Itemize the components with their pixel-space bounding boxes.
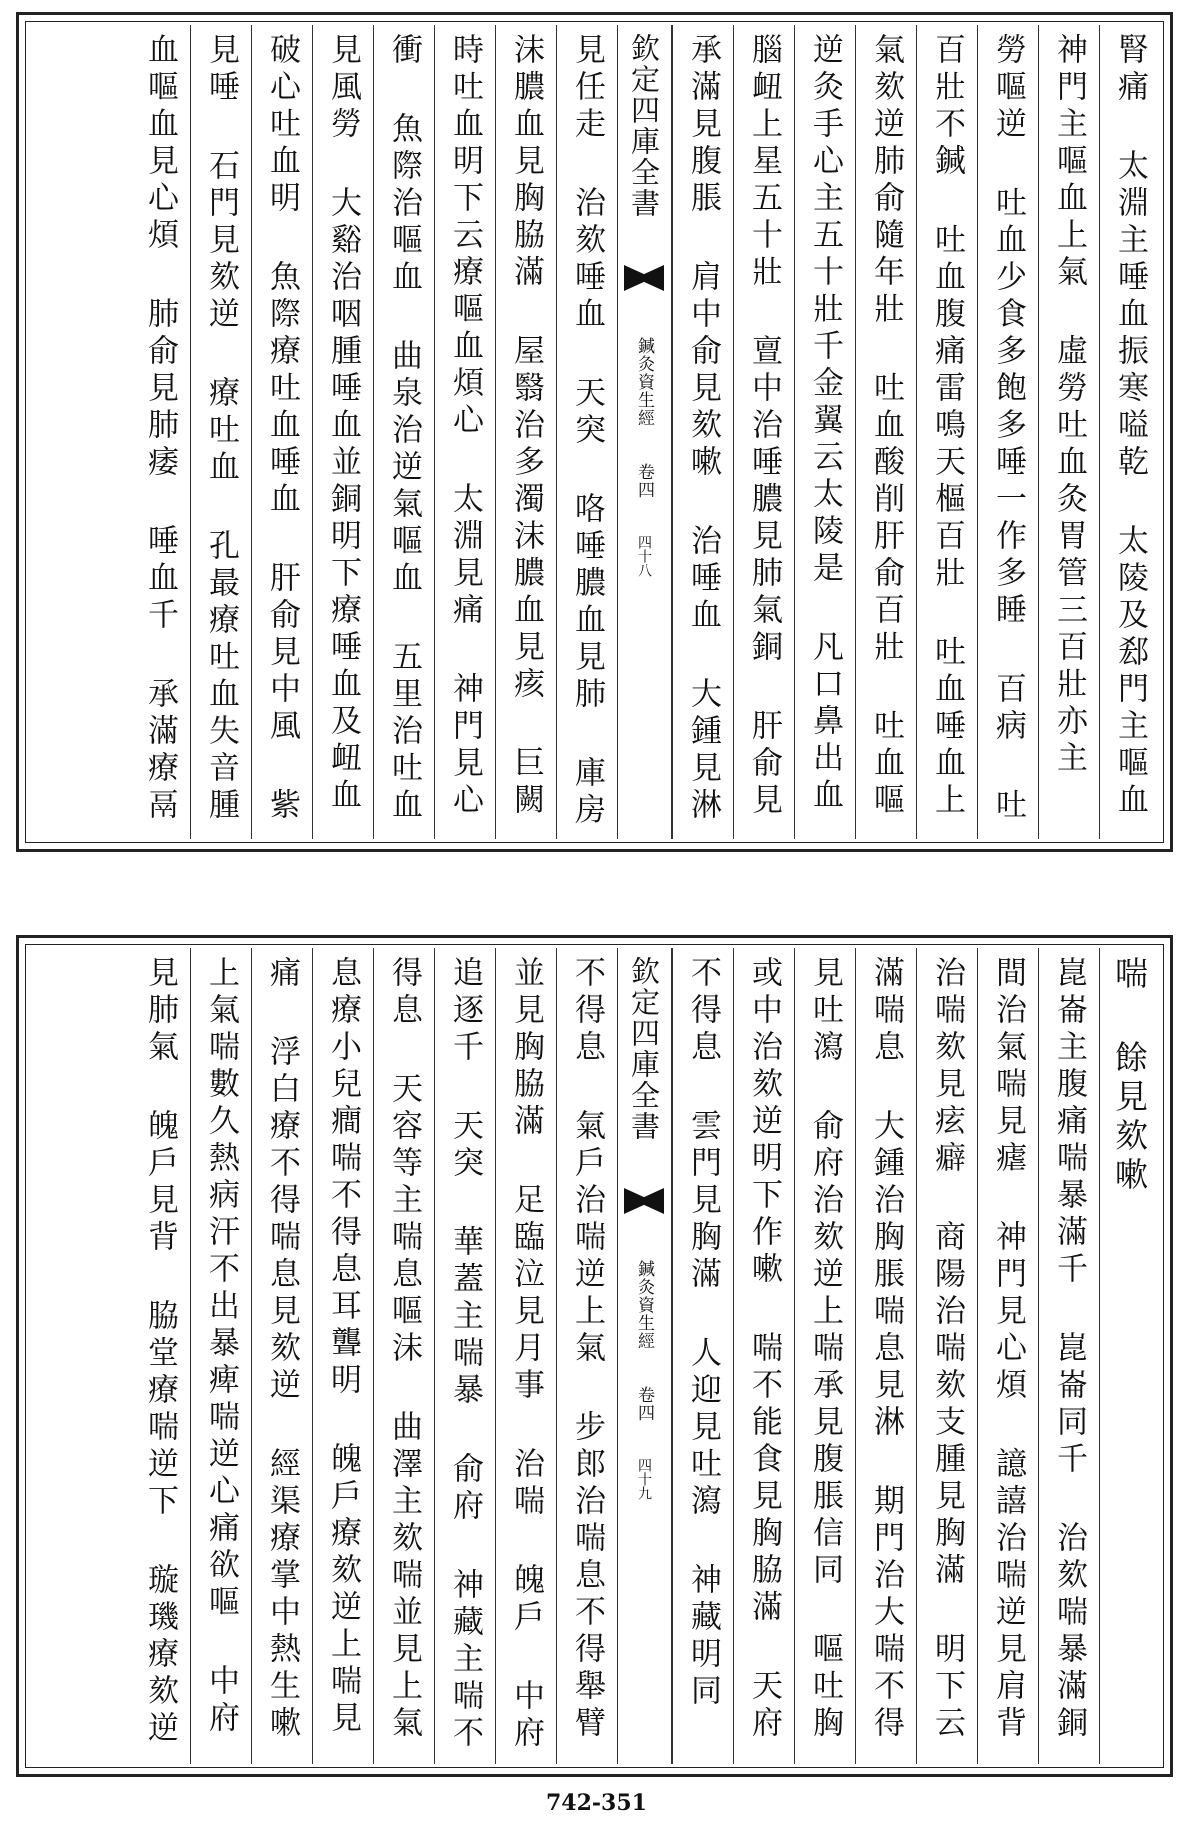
text-column: 時吐血明下云療嘔血煩心 太淵見痛 神門見心 (434, 25, 495, 839)
text-column: 沫膿血見胸脇滿 屋翳治多濁沫膿血見痎 巨闕 (495, 25, 556, 839)
text-column: 衝 魚際治嘔血 曲泉治逆氣嘔血 五里治吐血 (373, 25, 434, 839)
section-heading-column: 喘 餘見欬嗽 (1099, 948, 1160, 1764)
text-column: 並見胸脇滿 足臨泣見月事 治喘 魄戶 中府 (495, 948, 556, 1764)
text-column: 得息 天容等主喘息嘔沫 曲澤主欬喘並見上氣 (373, 948, 434, 1764)
volume-label: 卷四 (634, 463, 654, 499)
text-column: 間治氣喘見瘧 神門見心煩 譩譆治喘逆見肩背 (977, 948, 1038, 1764)
book-title: 鍼灸資生經 (634, 337, 654, 427)
text-column: 見風勞 大谿治咽腫唾血並銅明下療唾血及衄血 (312, 25, 373, 839)
text-column: 滿喘息 大鍾治胸脹喘息見淋 期門治大喘不得 (855, 948, 916, 1764)
text-column: 血嘔血見心煩 肺俞見肺痿 唾血千 承滿療鬲 (142, 33, 178, 825)
text-column: 破心吐血明 魚際療吐血唾血 肝俞見中風 紫 (251, 25, 312, 839)
text-column: 息療小兒癎喘不得息耳聾明 魄戶療欬逆上喘見 (312, 948, 373, 1764)
text-column: 百壯不鍼 吐血腹痛雷鳴天樞百壯 吐血唾血上 (916, 25, 977, 839)
top-page-panel (16, 12, 1173, 852)
text-column: 勞嘔逆 吐血少食多飽多唾一作多睡 百病 吐 (977, 25, 1038, 839)
text-column: 氣欬逆肺俞隨年壯 吐血酸削肝俞百壯 吐血嘔 (855, 25, 916, 839)
text-column: 神門主嘔血上氣 虛勞吐血灸胃管三百壯亦主 (1038, 25, 1099, 839)
text-column: 追逐千 天突 華蓋主喘暴 俞府 神藏主喘不 (434, 948, 495, 1764)
folio-number: 四十九 (636, 1458, 652, 1500)
text-column: 見唾 石門見欬逆 療吐血 孔最療吐血失音腫 (190, 25, 251, 839)
fish-tail-mark-icon (624, 265, 664, 291)
text-column: 或中治欬逆明下作嗽 喘不能食見胸脇滿 天府 (733, 948, 794, 1764)
text-column: 不得息 雲門見胸滿 人迎見吐瀉 神藏明同 (672, 948, 733, 1764)
text-column: 不得息 氣戶治喘逆上氣 步郎治喘息不得舉臂 (556, 948, 617, 1764)
collection-title: 欽定四庫全書 (627, 33, 661, 219)
top-columns (29, 25, 1160, 839)
bottom-page-panel (16, 935, 1173, 1777)
fish-tail-mark-icon (624, 1188, 664, 1214)
text-column: 腎痛 太淵主唾血振寒嗌乾 太陵及郄門主嘔血 (1099, 25, 1160, 839)
folio-number: 四十八 (636, 535, 652, 577)
text-column: 上氣喘數久熱病汗不出暴痺喘逆心痛欲嘔 中府 (190, 948, 251, 1764)
text-column: 逆灸手心主五十壯千金翼云太陵是 凡口鼻出血 (794, 25, 855, 839)
collection-title: 欽定四庫全書 (627, 956, 661, 1142)
text-column: 痛 浮白療不得喘息見欬逆 經渠療掌中熱生嗽 (251, 948, 312, 1764)
center-fold-column (617, 948, 672, 1764)
text-column: 見吐瀉 俞府治欬逆上喘承見腹脹信同 嘔吐胸 (794, 948, 855, 1764)
text-column: 承滿見腹脹 肩中俞見欬嗽 治唾血 大鍾見淋 (672, 25, 733, 839)
text-column: 腦衄上星五十壯 亶中治唾膿見肺氣銅 肝俞見 (733, 25, 794, 839)
text-column: 見任走 治欬唾血 天突 咯唾膿血見肺 庫房 (556, 25, 617, 839)
text-column: 見肺氣 魄戶見背 脇堂療喘逆下 璇璣療欬逆 (142, 956, 178, 1748)
text-column: 崑崙主腹痛喘暴滿千 崑崙同千 治欬喘暴滿銅 (1038, 948, 1099, 1764)
book-title: 鍼灸資生經 (634, 1260, 654, 1350)
page-number-footer: 742-351 (546, 1790, 647, 1816)
bottom-columns (29, 948, 1160, 1764)
text-column: 治喘欬見痃癖 商陽治喘欬支腫見胸滿 明下云 (916, 948, 977, 1764)
center-fold-column (617, 25, 672, 839)
volume-label: 卷四 (634, 1386, 654, 1422)
